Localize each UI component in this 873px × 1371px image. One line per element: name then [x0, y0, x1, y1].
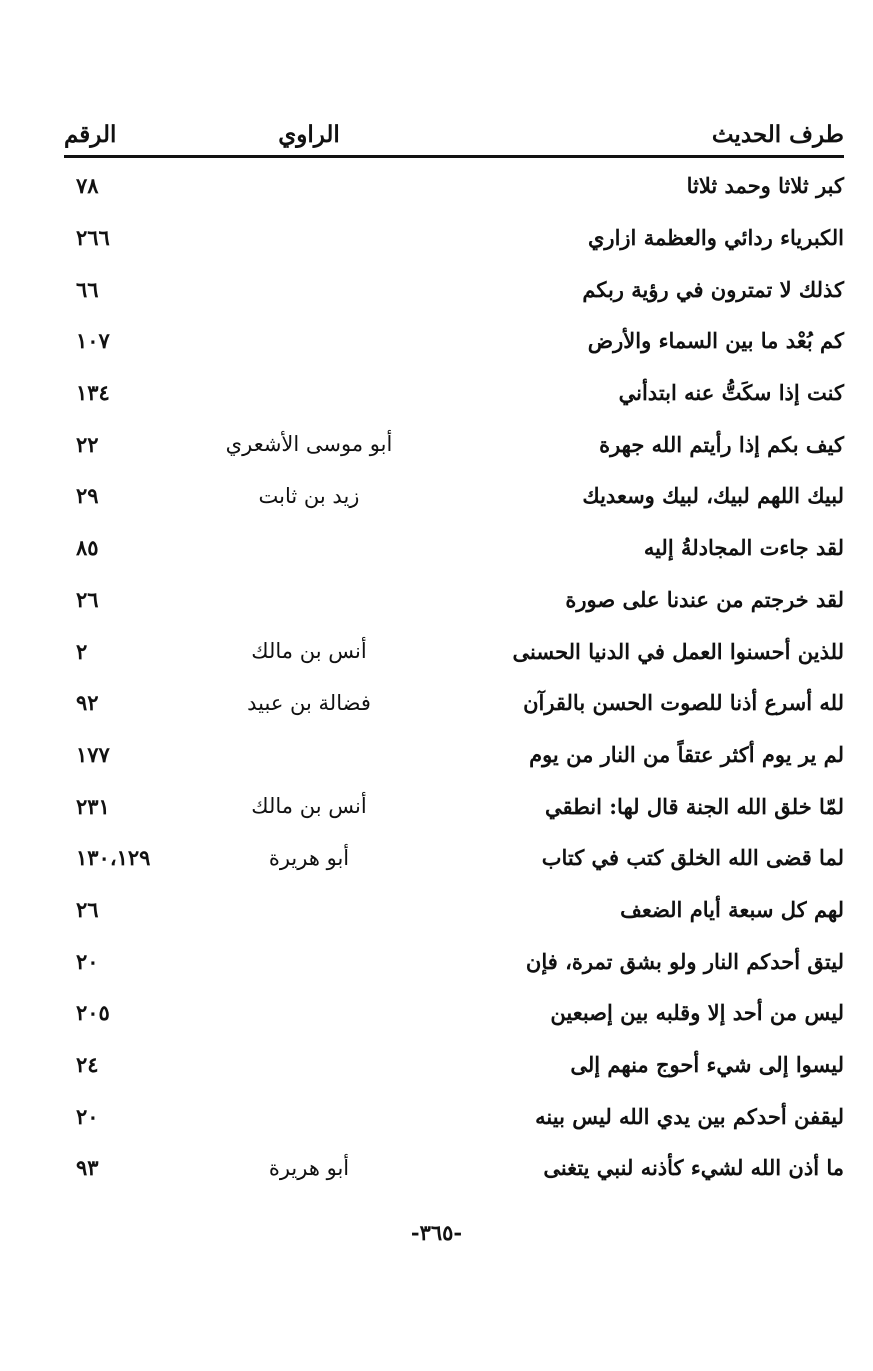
narrator-cell: أنس بن مالك — [251, 639, 367, 664]
hadith-number-cell: ١٧٧ — [76, 741, 110, 767]
header-number: الرقم — [64, 120, 117, 148]
hadith-title-cell: ليتق أحدكم النار ولو بشق تمرة، فإن — [525, 948, 844, 974]
table-row — [64, 1090, 844, 1142]
hadith-title-cell: كم بُعْد ما بين السماء والأرض — [587, 328, 844, 354]
hadith-title-cell: كيف بكم إذا رأيتم الله جهرة — [599, 431, 844, 457]
table-row — [64, 212, 844, 264]
hadith-title-cell: لما قضى الله الخلق كتب في كتاب — [541, 845, 844, 871]
hadith-number-cell: ٢٩ — [76, 483, 99, 509]
table-row — [64, 418, 844, 470]
table-row — [64, 574, 844, 626]
hadith-number-cell: ٢٠ — [76, 948, 99, 974]
hadith-number-cell: ٢٦ — [76, 586, 99, 612]
table-row — [64, 625, 844, 677]
hadith-title-cell: كنت إذا سكَتُّ عنه ابتدأني — [618, 380, 844, 406]
narrator-cell: أنس بن مالك — [251, 794, 367, 819]
hadith-title-cell: ما أذن الله لشيء كأذنه لنبي يتغنى — [543, 1155, 844, 1181]
table-row — [64, 935, 844, 987]
table-row — [64, 315, 844, 367]
hadith-number-cell: ٢ — [76, 638, 88, 664]
hadith-number-cell: ١٣٠،١٢٩ — [76, 845, 151, 871]
hadith-title-cell: لله أسرع أذنا للصوت الحسن بالقرآن — [523, 690, 844, 716]
hadith-title-cell: لبيك اللهم لبيك، لبيك وسعديك — [582, 483, 844, 509]
header-narrator: الراوي — [278, 120, 340, 148]
table-row — [64, 987, 844, 1039]
hadith-number-cell: ٩٣ — [76, 1155, 99, 1181]
table-row — [64, 677, 844, 729]
hadith-number-cell: ٨٥ — [76, 535, 99, 561]
table-row — [64, 263, 844, 315]
hadith-title-cell: كذلك لا تمترون في رؤية ربكم — [582, 276, 844, 302]
hadith-number-cell: ٢٤ — [76, 1052, 99, 1078]
table-row — [64, 367, 844, 419]
table-row — [64, 160, 844, 212]
header-rule — [64, 155, 844, 158]
hadith-number-cell: ٢٠ — [76, 1103, 99, 1129]
table-header — [64, 112, 844, 156]
hadith-title-cell: لهم كل سبعة أيام الضعف — [620, 896, 844, 922]
table-row — [64, 522, 844, 574]
narrator-cell: أبو هريرة — [268, 845, 350, 870]
page-number: -٣٦٥- — [410, 1220, 463, 1245]
hadith-number-cell: ٢٢ — [76, 431, 99, 457]
hadith-number-cell: ٧٨ — [76, 173, 99, 199]
narrator-cell: فضالة بن عبيد — [247, 690, 371, 715]
hadith-index-table — [64, 160, 844, 1194]
table-row — [64, 832, 844, 884]
hadith-number-cell: ٢٠٥ — [76, 1000, 110, 1026]
table-row — [64, 780, 844, 832]
hadith-number-cell: ٩٢ — [76, 690, 99, 716]
table-row — [64, 470, 844, 522]
table-row — [64, 1039, 844, 1091]
hadith-title-cell: ليس من أحد إلا وقلبه بين إصبعين — [550, 1000, 844, 1026]
hadith-title-cell: لم ير يوم أكثر عتقاً من النار من يوم — [529, 741, 844, 767]
header-hadith-title: طرف الحديث — [711, 120, 844, 148]
narrator-cell: أبو موسى الأشعري — [225, 432, 393, 457]
hadith-number-cell: ٦٦ — [76, 276, 99, 302]
narrator-cell: أبو هريرة — [268, 1155, 350, 1180]
hadith-number-cell: ٢٣١ — [76, 793, 110, 819]
hadith-number-cell: ٢٦٦ — [76, 225, 110, 251]
table-row — [64, 1142, 844, 1194]
hadith-title-cell: الكبرياء ردائي والعظمة ازاري — [588, 225, 844, 251]
table-row — [64, 884, 844, 936]
hadith-number-cell: ٢٦ — [76, 896, 99, 922]
hadith-title-cell: ليسوا إلى شيء أحوج منهم إلى — [570, 1052, 844, 1078]
hadith-title-cell: لمّا خلق الله الجنة قال لها: انطقي — [544, 793, 844, 819]
table-row — [64, 729, 844, 781]
hadith-title-cell: لقد جاءت المجادلةُ إليه — [643, 535, 844, 561]
hadith-title-cell: لقد خرجتم من عندنا على صورة — [565, 586, 844, 612]
hadith-number-cell: ١٠٧ — [76, 328, 110, 354]
hadith-number-cell: ١٣٤ — [76, 380, 110, 406]
narrator-cell: زيد بن ثابت — [258, 483, 360, 508]
hadith-title-cell: ليقفن أحدكم بين يدي الله ليس بينه — [535, 1103, 844, 1129]
hadith-title-cell: للذين أحسنوا العمل في الدنيا الحسنى — [512, 638, 844, 664]
hadith-title-cell: كبر ثلاثا وحمد ثلاثا — [686, 173, 844, 199]
